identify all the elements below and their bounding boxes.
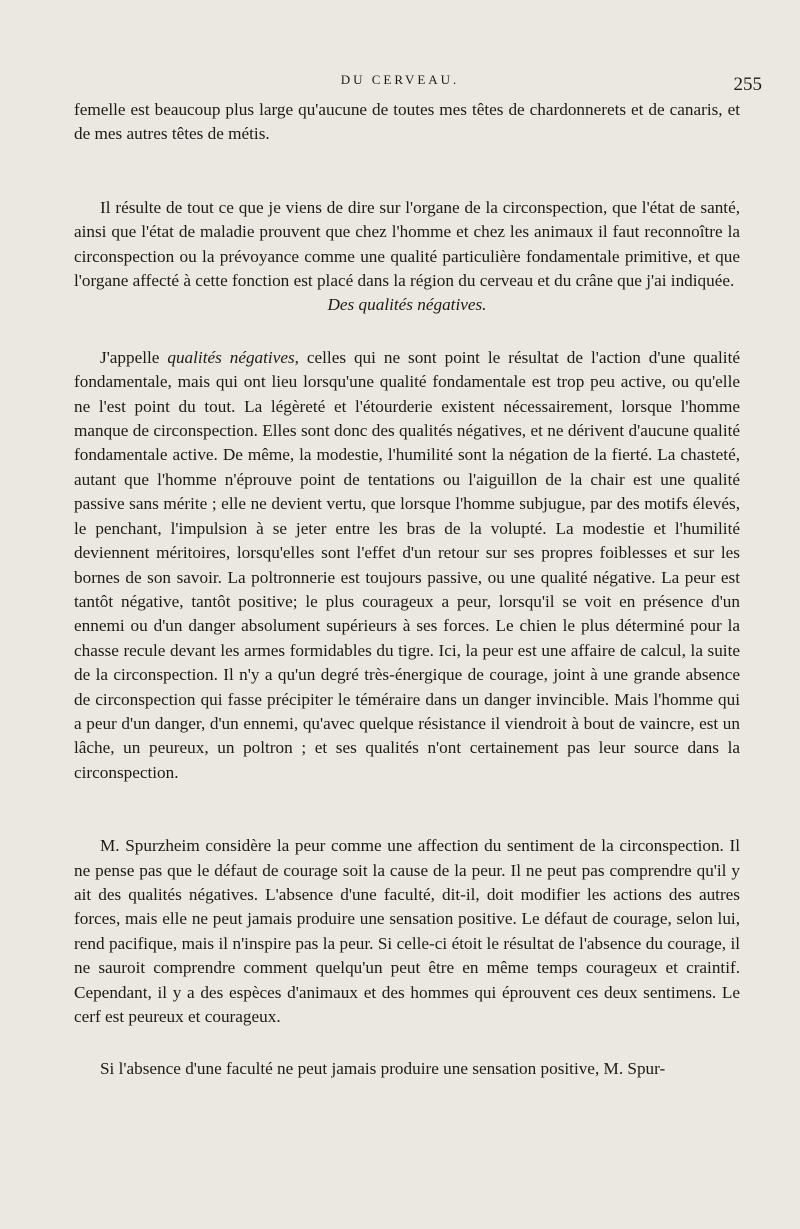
paragraph-qualites-negatives: [74, 346, 740, 785]
emphasized-term: qualités négatives: [167, 347, 295, 367]
paragraph-continuation: femelle est beaucoup plus large qu'aucune de toutes mes têtes de chardonnerets et de canaris, et de mes autres têtes de métis.: [74, 100, 740, 144]
paragraph-rest: , celles qui ne sont point le résultat de l'action d'une qualité fondamentale, mais qui ont lieu lorsqu'une qualité fondamentale est trop peu active, ou qu'elle ne l'est point du tout. La légèreté et l'étourderie existent nécessairement, lorsque l'homme manque de circonspection. Elles sont donc des qualités négatives, et ne dérivent d'aucune qualité fondamentale active. De même, la modestie, l'humilité sont la négation de la fierté. La chasteté, autant que l'homme n'éprouve point de tentations ou l'aiguillon de la chair est une qualité passive sans mérite ; elle ne devient vertu, que lorsque l'homme subjugue, par des motifs élevés, le penchant, l'impulsion à se jeter entre les bras de la volupté. La modestie et l'humilité deviennent méritoires, lorsqu'elles sont l'effet d'un retour sur ses propres foiblesses et sur les bornes de son savoir. La poltronnerie est toujours passive, ou une qualité négative. La peur est tantôt négative, tantôt positive; le plus courageux a peur, lorsqu'il se voit en présence d'un ennemi ou d'un danger absolument supérieurs à ses forces. Le chien le plus déterminé pour la chasse recule devant les armes formidables du tigre. Ici, la peur est une affaire de calcul, la suite de la circonspection. Il n'y a qu'un degré très-énergique de courage, joint à une grande absence de circonspection qui fasse précipiter le téméraire dans un danger invincible. Mais l'homme qui a peur d'un danger, d'un ennemi, qu'avec quelque résistance il viendroit à bout de vaincre, est un lâche, un peureux, un poltron ; et ses qualités n'ont certainement pas leur source dans la circonspection.: [74, 347, 740, 782]
page-number: 255: [733, 74, 762, 95]
paragraph-final: Si l'absence d'une faculté ne peut jamais produire une sensation positive, M. Spur-: [100, 1059, 666, 1079]
paragraph-spurzheim: M. Spurzheim considère la peur comme une affection du sentiment de la circonspection. Il ne pense pas que le défaut de courage soit la cause de la peur. Il ne peut pas comprendre qu'il y ait des qualités négatives. L'absence d'une faculté, dit-il, doit modifier les actions des autres forces, mais elle ne peut jamais produire une sensation positive. Le défaut de courage, selon lui, rend pacifique, mais il n'inspire pas la peur. Si celle-ci étoit le résultat de l'absence du courage, il ne sauroit comprendre comment quelqu'un peut être en même temps courageux et craintif. Cependant, il y a des espèces d'animaux et des hommes qui éprouvent ces deux sentimens. Le cerf est peureux et courageux.: [74, 836, 740, 1026]
body-text: [74, 98, 740, 1082]
section-heading: Des qualités négatives.: [327, 295, 487, 315]
paragraph-circonspection-conclusion: Il résulte de tout ce que je viens de dire sur l'organe de la circonspection, que l'état de santé, ainsi que l'état de maladie prouvent que chez l'homme et chez les animaux il faut reconnoître la circonspection ou la prévoyance comme une qualité particulière fondamentale primitive, et que l'organe affecté à cette fonction est placé dans la région du cerveau et du crâne que j'ai indiquée.: [74, 197, 740, 291]
paragraph-start: J'appelle: [100, 347, 168, 367]
running-title: DU CERVEAU.: [340, 72, 460, 87]
